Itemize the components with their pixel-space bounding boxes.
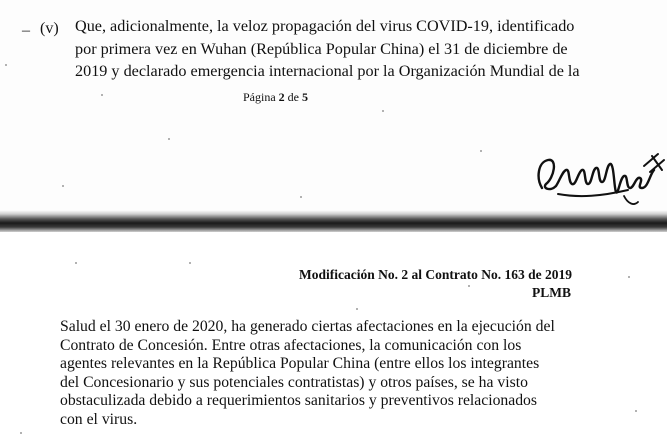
scan-speck [101,94,103,96]
scan-speck [62,185,64,187]
scan-speck [189,262,191,264]
top-paragraph [75,15,580,83]
text-line: Contrato de Concesión. Entre otras afectaciones, la comunicación con los [60,336,522,354]
scan-speck [480,150,482,152]
text-line: agentes relevantes en la República Popular China (entre ellos los integrantes [60,355,540,372]
text-line: Salud el 30 enero de 2020, ha generado ciertas afectaciones en la ejecución del [60,318,555,335]
scan-speck [300,196,302,198]
text-line: Que, adicionalmente, la veloz propagación del virus COVID-19, identificado [75,17,575,35]
text-line: del Concesionario y sus potenciales contratistas) y otros países, se ha visto [60,373,528,391]
text-line: 2019 y declarado emergencia internacional por la Organización Mundial de la [75,62,580,80]
scan-speck [468,285,470,287]
item-label: (v) [40,20,59,37]
page-number-prefix: Página [243,90,276,104]
scan-speck [5,64,7,66]
text-line: con el virus. [60,410,138,428]
header-code: PLMB [532,285,571,300]
handwritten-signature [532,148,667,210]
margin-mark: – [22,22,30,39]
scan-speck [628,276,630,278]
scan-speck [382,110,384,112]
scan-speck [356,308,358,310]
body-paragraph [60,318,555,429]
page-gap-shadow [0,210,667,234]
text-line: por primera vez en Wuhan (República Popular China) el 31 de diciembre de [75,39,568,58]
scan-speck [75,262,77,264]
scan-speck [168,138,170,140]
page-number [243,89,308,105]
page-number-connector: de [287,90,299,104]
top-page [0,0,667,212]
scan-speck [635,410,637,412]
text-line: obstaculizada debido a requerimientos sanitarios y preventivos relacionados [60,392,538,409]
scan-speck [20,432,22,434]
header-title: Modificación No. 2 al Contrato No. 163 de 2019 [299,267,572,282]
page-number-total: 5 [302,90,308,104]
page-number-current: 2 [278,90,285,104]
